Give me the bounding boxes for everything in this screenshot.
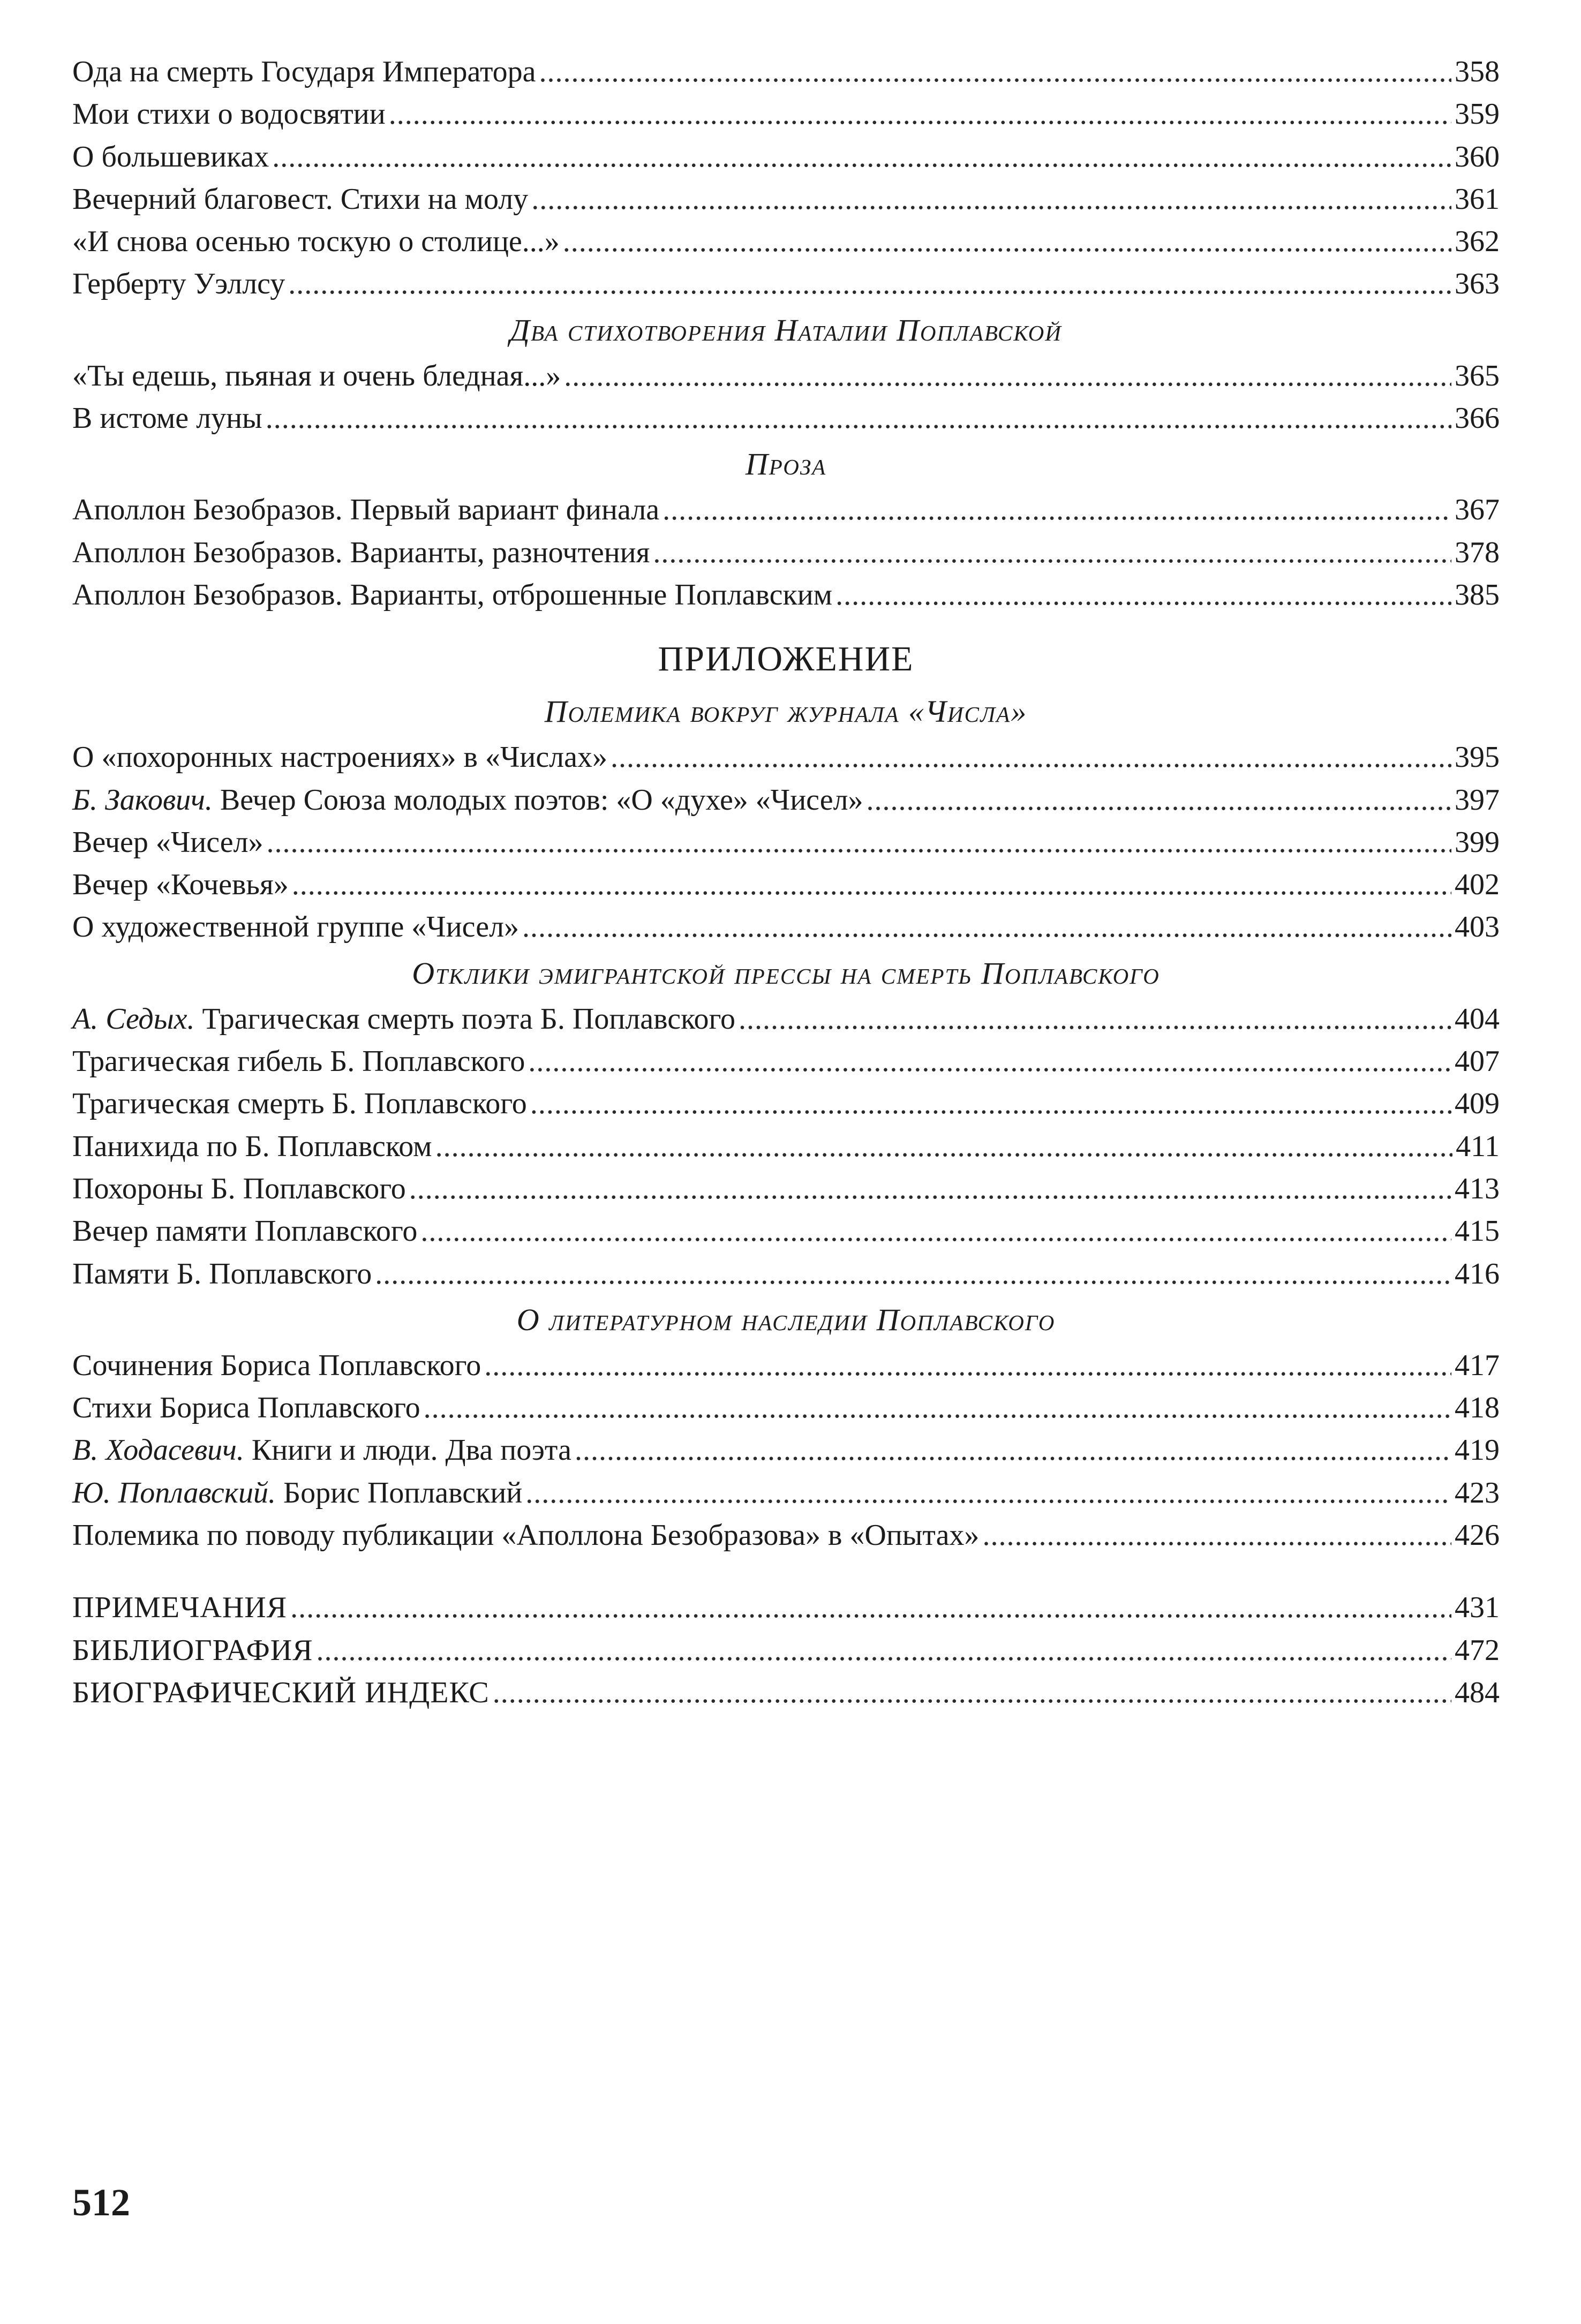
toc-entry <box>72 136 1500 178</box>
dot-leader <box>662 489 1451 531</box>
toc-entry <box>72 1040 1500 1083</box>
toc-entry <box>72 1587 1500 1629</box>
toc-entry <box>72 532 1500 574</box>
toc-entry-author: Ю. Поплавский. <box>72 1476 276 1510</box>
toc-entry-page: 360 <box>1455 140 1500 173</box>
toc-entry-title: «И снова осенью тоскую о столице...» <box>72 225 560 259</box>
section-gap <box>72 1557 1500 1587</box>
toc-entry-title: Аполлон Безобразов. Варианты, отброшенные Поплавским <box>72 578 833 612</box>
section-subheading: Два стихотворения Наталии Поплавской <box>510 312 1062 348</box>
toc-entry-page: 413 <box>1455 1172 1500 1205</box>
toc-entry-page: 409 <box>1455 1087 1500 1121</box>
toc-entry-title: БИОГРАФИЧЕСКИЙ ИНДЕКС <box>72 1676 490 1709</box>
toc-entry-page: 404 <box>1455 1002 1500 1036</box>
toc-entry-label <box>72 1168 406 1210</box>
toc-entry-page: 415 <box>1455 1214 1500 1248</box>
table-of-contents <box>72 51 1500 1714</box>
toc-entry <box>72 1126 1500 1168</box>
toc-entry-title: Аполлон Безобразов. Варианты, разночтения <box>72 535 650 569</box>
toc-entry-title: Вечер «Чисел» <box>72 825 264 859</box>
toc-entry-page: 362 <box>1455 225 1500 259</box>
toc-entry <box>72 1253 1500 1295</box>
toc-entry-title: Борис Поплавский <box>275 1476 523 1510</box>
toc-entry <box>72 263 1500 305</box>
toc-entry-title: Стихи Бориса Поплавского <box>72 1391 420 1425</box>
toc-entry-page: 385 <box>1455 578 1500 612</box>
dot-leader <box>266 397 1451 440</box>
toc-entry-title: О большевиках <box>72 140 269 173</box>
toc-entry-label <box>72 736 607 779</box>
toc-entry <box>72 221 1500 263</box>
toc-entry <box>72 779 1500 821</box>
dot-leader <box>435 1126 1452 1168</box>
toc-entry-page: 366 <box>1455 402 1500 435</box>
dot-leader <box>563 221 1451 263</box>
dot-leader <box>424 1387 1451 1429</box>
toc-entry-page: 361 <box>1455 182 1500 216</box>
toc-entry-title: Книги и люди. Два поэта <box>244 1433 571 1467</box>
dot-leader <box>290 1587 1451 1629</box>
dot-leader <box>409 1168 1451 1210</box>
toc-entry <box>72 355 1500 397</box>
toc-entry-page: 423 <box>1455 1476 1500 1510</box>
dot-leader <box>525 1472 1451 1514</box>
toc-entry-page: 359 <box>1455 97 1500 131</box>
dot-leader <box>575 1429 1451 1472</box>
toc-entry <box>72 574 1500 616</box>
toc-entry-label <box>72 779 863 821</box>
toc-entry-author: Б. Закович. <box>72 783 213 817</box>
dot-leader <box>739 998 1451 1040</box>
toc-entry-title: О «похоронных настроениях» в «Числах» <box>72 741 607 774</box>
toc-entry-label <box>72 1387 420 1429</box>
toc-entry <box>72 1672 1500 1714</box>
toc-entry-page: 418 <box>1455 1391 1500 1425</box>
toc-entry-title: Полемика по поводу публикации «Аполлона Безобразова» в «Опытах» <box>72 1519 980 1552</box>
dot-leader <box>288 263 1451 305</box>
section-subheading: Проза <box>745 447 827 482</box>
dot-leader <box>522 906 1451 948</box>
dot-leader <box>267 821 1451 864</box>
toc-entry-label <box>72 1514 979 1557</box>
toc-entry-page: 402 <box>1455 868 1500 902</box>
toc-entry-label <box>72 864 289 906</box>
toc-entry-label <box>72 1040 525 1083</box>
toc-entry-title: Памяти Б. Поплавского <box>72 1257 372 1291</box>
toc-entry-title: О художественной группе «Чисел» <box>72 910 520 944</box>
toc-entry-page: 367 <box>1455 493 1500 527</box>
toc-entry-label <box>72 1083 527 1125</box>
toc-entry-label <box>72 1253 372 1295</box>
dot-leader <box>653 532 1451 574</box>
toc-entry-page: 378 <box>1455 535 1500 569</box>
dot-leader <box>420 1210 1451 1252</box>
toc-entry-page: 395 <box>1455 741 1500 774</box>
toc-entry <box>72 998 1500 1040</box>
toc-entry-page: 407 <box>1455 1045 1500 1078</box>
toc-entry-page: 484 <box>1455 1676 1500 1709</box>
toc-entry <box>72 821 1500 864</box>
toc-entry <box>72 1472 1500 1514</box>
toc-entry-title: «Ты едешь, пьяная и очень бледная...» <box>72 359 561 393</box>
toc-entry-page: 399 <box>1455 825 1500 859</box>
toc-entry-title: ПРИМЕЧАНИЯ <box>72 1591 288 1625</box>
toc-entry-title: Трагическая гибель Б. Поплавского <box>72 1045 525 1078</box>
toc-entry-title: Вечерний благовест. Стихи на молу <box>72 182 529 216</box>
dot-leader <box>375 1253 1451 1295</box>
toc-entry-title: Мои стихи о водосвятии <box>72 97 386 131</box>
toc-entry-title: Вечер «Кочевья» <box>72 868 289 902</box>
toc-entry-page: 426 <box>1455 1519 1500 1552</box>
toc-entry-title: Похороны Б. Поплавского <box>72 1172 406 1205</box>
toc-entry-label <box>72 821 264 864</box>
dot-leader <box>389 93 1451 135</box>
dot-leader <box>530 1083 1451 1125</box>
toc-entry-title: Вечер Союза молодых поэтов: «О «духе» «Чисел» <box>212 783 863 817</box>
dot-leader <box>539 51 1451 93</box>
dot-leader <box>564 355 1451 397</box>
dot-leader <box>292 864 1451 906</box>
toc-entry <box>72 397 1500 440</box>
dot-leader <box>528 1040 1451 1083</box>
toc-entry-title: Сочинения Бориса Поплавского <box>72 1348 481 1382</box>
toc-entry <box>72 736 1500 779</box>
toc-entry <box>72 178 1500 221</box>
toc-entry-title: Трагическая смерть поэта Б. Поплавского <box>194 1002 736 1036</box>
toc-entry <box>72 1083 1500 1125</box>
toc-entry-label <box>72 1472 522 1514</box>
dot-leader <box>531 178 1451 221</box>
toc-entry-title: Вечер памяти Поплавского <box>72 1214 418 1248</box>
toc-entry-page: 365 <box>1455 359 1500 393</box>
toc-entry-page: 431 <box>1455 1591 1500 1625</box>
toc-entry <box>72 1429 1500 1472</box>
toc-entry <box>72 489 1500 531</box>
toc-entry-author: А. Седых. <box>72 1002 195 1036</box>
toc-entry-page: 419 <box>1455 1433 1500 1467</box>
toc-entry-label <box>72 1345 481 1387</box>
toc-entry <box>72 1387 1500 1429</box>
toc-entry-label <box>72 906 519 948</box>
toc-entry-title: Герберту Уэллсу <box>72 267 285 301</box>
section-subheading: Отклики эмигрантской прессы на смерть Поплавского <box>412 955 1160 991</box>
toc-entry <box>72 1345 1500 1387</box>
appendix-title: ПРИЛОЖЕНИЕ <box>658 639 914 679</box>
toc-entry <box>72 1210 1500 1252</box>
toc-entry <box>72 93 1500 135</box>
dot-leader <box>611 736 1451 779</box>
dot-leader <box>272 136 1451 178</box>
dot-leader <box>317 1629 1451 1672</box>
toc-entry-title: Трагическая смерть Б. Поплавского <box>72 1087 527 1121</box>
page-number: 512 <box>72 2181 130 2224</box>
toc-entry-label <box>72 1429 571 1472</box>
toc-entry-title: БИБЛИОГРАФИЯ <box>72 1633 313 1667</box>
toc-entry-page: 411 <box>1456 1129 1500 1163</box>
toc-entry <box>72 1168 1500 1210</box>
toc-entry <box>72 1514 1500 1557</box>
toc-entry-page: 417 <box>1455 1348 1500 1382</box>
toc-entry <box>72 906 1500 948</box>
toc-entry-title: В истоме луны <box>72 402 262 435</box>
dot-leader <box>835 574 1451 616</box>
toc-entry-label <box>72 1126 432 1168</box>
toc-entry-page: 358 <box>1455 55 1500 88</box>
toc-entry-label <box>72 998 735 1040</box>
section-subheading: О литературном наследии Поплавского <box>516 1302 1056 1337</box>
toc-entry-page: 472 <box>1455 1633 1500 1667</box>
toc-entry-page: 403 <box>1455 910 1500 944</box>
toc-entry <box>72 51 1500 93</box>
dot-leader <box>484 1345 1451 1387</box>
toc-entry <box>72 1629 1500 1672</box>
dot-leader <box>982 1514 1451 1557</box>
dot-leader <box>867 779 1451 821</box>
toc-entry-title: Ода на смерть Государя Императора <box>72 55 536 88</box>
toc-entry-page: 416 <box>1455 1257 1500 1291</box>
toc-entry-page: 397 <box>1455 783 1500 817</box>
section-subheading: Полемика вокруг журнала «Числа» <box>544 694 1028 729</box>
dot-leader <box>493 1672 1451 1714</box>
toc-entry-author: В. Ходасевич. <box>72 1433 244 1467</box>
toc-entry-title: Аполлон Безобразов. Первый вариант финала <box>72 493 660 527</box>
toc-entry <box>72 864 1500 906</box>
toc-entry-page: 363 <box>1455 267 1500 301</box>
toc-entry-label <box>72 1210 417 1252</box>
toc-entry-title: Панихида по Б. Поплавском <box>72 1129 432 1163</box>
